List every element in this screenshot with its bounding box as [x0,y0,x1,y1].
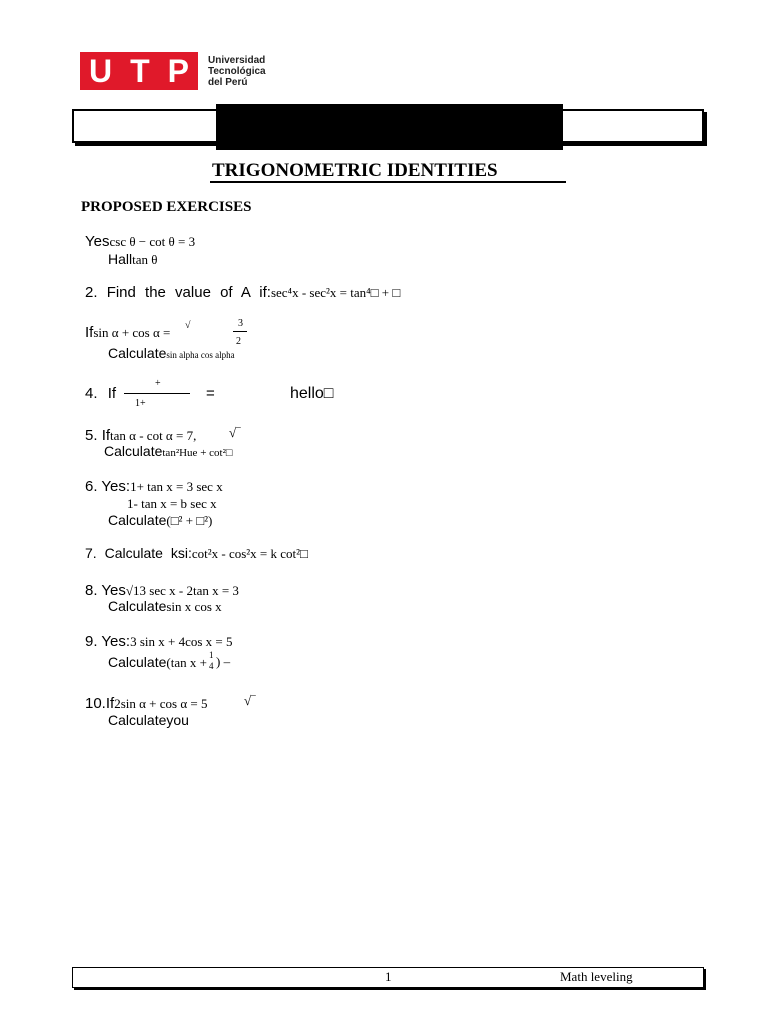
exercise-10-sub-lead: Calculate [108,712,167,728]
exercise-4-lead: If [107,385,117,402]
logo-line-1: Universidad [208,55,266,66]
exercise-3-expr: sin α + cos α = [93,325,171,340]
exercise-9-lead: Yes: [101,633,131,650]
exercise-7-number: 7. [85,545,97,561]
exercise-9-number: 9. [85,633,98,650]
exercise-5 [85,427,196,444]
exercise-1-sub-expr: tan θ [132,252,158,267]
header-redaction-block [216,104,563,150]
exercise-2 [85,284,400,301]
footer-label: Math leveling [560,969,633,984]
exercise-10-number: 10. [85,695,106,712]
exercise-4-number: 4. [85,385,98,402]
logo-line-3: del Perú [208,77,248,88]
exercise-1 [85,233,195,250]
exercise-8-sub-lead: Calculate [108,598,167,614]
exercise-5-sqrt: √‾ [229,425,241,440]
exercise-6-line-1: 1+ tan x = 3 sec x [130,479,223,494]
exercise-1-sub-lead: Hall [108,251,133,267]
exercise-9-sub-lead: Calculate [108,654,167,670]
exercise-6-sub [108,512,212,529]
exercise-8-sub [108,598,222,615]
exercise-5-sub-lead: Calculate [104,443,163,459]
exercise-3-num: 3 [238,318,243,329]
exercise-4-den: 1+ [135,398,146,409]
exercise-8-sub-expr: sin x cos x [166,599,222,614]
exercise-10-sqrt: √‾ [244,693,256,708]
exercise-4-eq: = [206,385,215,402]
exercise-9-frac-num: 1 [209,650,214,660]
exercise-8-number: 8. [85,582,98,599]
exercise-4-fraction-line [124,393,190,394]
exercise-5-expr: tan α - cot α = 7, [110,428,197,443]
exercise-9-sub [108,654,207,671]
exercise-6 [85,478,223,495]
exercise-10-sub-expr: you [166,712,189,728]
exercise-1-sub [108,251,157,268]
exercise-6-lead: Yes: [101,478,131,495]
exercise-3-sqrt: √ [185,320,191,331]
exercise-6-sub-lead: Calculate [108,512,167,528]
exercise-9-expr: 3 sin x + 4cos x = 5 [130,634,233,649]
exercise-3-den: 2 [236,336,241,347]
exercise-9-frac-den: 4 [209,661,214,671]
exercise-3-sub [108,345,235,361]
exercise-9-sub-expr: (tan x + [166,655,207,670]
exercise-4-tail: hello□ [290,385,334,402]
exercise-8 [85,582,239,599]
exercise-2-expr: sec⁴x - sec²x = tan⁴□ + □ [270,285,401,300]
exercise-1-expr: csc θ − cot θ = 3 [109,234,196,249]
exercise-6-number: 6. [85,478,98,495]
logo-line-2: Tecnológica [208,66,266,77]
logo-letter-p: P [167,53,189,89]
exercise-7 [85,545,308,562]
section-heading: PROPOSED EXERCISES [81,199,252,215]
exercise-8-lead: Yes [101,582,126,599]
exercise-8-expr: √13 sec x - 2tan x = 3 [125,583,239,598]
exercise-3 [85,324,170,341]
exercise-10 [85,695,208,712]
exercise-10-sub [108,712,189,728]
exercise-10-expr: 2sin α + cos α = 5 [114,696,208,711]
exercise-6-line-2: 1- tan x = b sec x [127,496,217,511]
exercise-7-expr: cot²x - cos²x = k cot²□ [191,546,308,561]
exercise-9-sub-tail: ) – [216,654,231,669]
exercise-2-number: 2. [85,284,98,301]
footer-page-number: 1 [385,969,392,984]
exercise-6-sub-expr: (□² + □²) [166,513,213,528]
exercise-2-lead: Find the value of A if: [106,284,271,301]
exercise-3-sub-lead: Calculate [108,345,167,361]
utp-logo [80,52,198,90]
exercise-4 [85,385,116,402]
page-title: TRIGONOMETRIC IDENTITIES [212,160,498,181]
exercise-3-sub-expr: sin alpha cos alpha [166,350,235,360]
exercise-9 [85,633,232,650]
exercise-1-lead: Yes [85,233,110,250]
exercise-4-num: + [155,378,161,389]
logo-letter-u: U [89,53,113,89]
exercise-5-sub-expr: tan²Hue + cot²□ [162,447,233,459]
logo-text [208,55,266,88]
exercise-7-lead: Calculate ksi: [104,545,192,561]
exercise-3-fraction-line [233,331,247,332]
exercise-5-number: 5. [85,427,98,444]
logo-letter-t: T [130,53,150,89]
title-underline [210,181,566,183]
exercise-5-sub [104,443,233,459]
exercise-3-lead: If [85,324,94,341]
exercise-5-lead: If [101,427,111,444]
exercise-10-lead: If [105,695,115,712]
